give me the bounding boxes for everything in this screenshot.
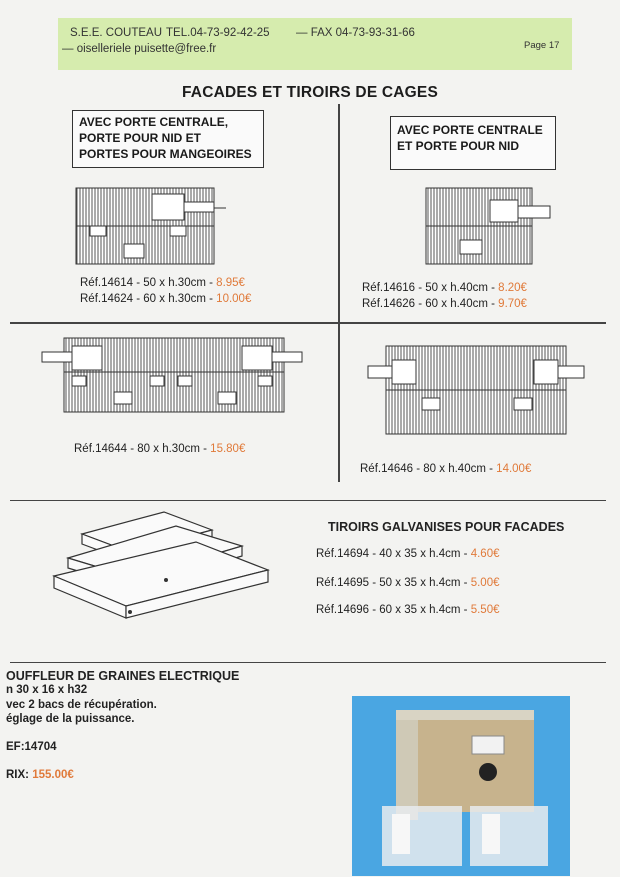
ref-14616: Réf.14616 - 50 x h.40cm - [362,282,495,294]
cage-front-14644-illustration [38,332,308,416]
page-number: Page 17 [524,40,560,51]
ref-14614: Réf.14614 - 50 x h.30cm - [80,277,213,289]
ref-14646: Réf.14646 - 80 x h.40cm - [360,463,493,475]
galvanized-drawers-illustration [46,506,276,646]
blower-ref: EF:14704 [6,741,57,753]
ref-14626: Réf.14626 - 60 x h.40cm - [362,298,495,310]
label-box-top-left [72,110,264,168]
ref-14695: Réf.14695 - 50 x 35 x h.4cm - [316,577,468,589]
label-line: AVEC PORTE CENTRALE [397,123,543,137]
label-box-top-right [390,116,556,170]
cage-front-14646-illustration [364,330,590,438]
price-14646: 14.00€ [496,463,532,475]
ref-14694: Réf.14694 - 40 x 35 x h.4cm - [316,548,468,560]
price-14626: 9.70€ [498,298,527,310]
label-line: AVEC PORTE CENTRALE, [79,115,229,129]
cage-front-14616-illustration [418,182,556,268]
label-line: PORTES POUR MANGEOIRES [79,147,252,161]
label-line: PORTE POUR NID ET [79,131,202,145]
phone-number: TEL.04-73-92-42-25 [166,27,270,39]
horizontal-divider-3 [10,662,606,663]
horizontal-divider-1 [10,322,606,324]
blower-dimensions: n 30 x 16 x h32 [6,684,88,696]
vertical-divider [338,104,340,482]
horizontal-divider-2 [10,500,606,501]
price-14695: 5.00€ [470,577,500,589]
fax-number: — FAX 04-73-93-31-66 [296,27,415,39]
price-14624: 10.00€ [216,293,252,305]
company-name: S.E.E. COUTEAU [70,27,163,39]
ref-14696: Réf.14696 - 60 x 35 x h.4cm - [316,604,468,616]
email-link[interactable]: — oiselleriele puisette@free.fr [62,43,217,55]
drawers-title: TIROIRS GALVANISES POUR FACADES [328,520,565,534]
blower-power: églage de la puissance. [6,713,135,725]
blower-trays: vec 2 bacs de récupération. [6,699,157,711]
label-line: ET PORTE POUR NID [397,139,520,153]
blower-price-label: RIX: [6,769,29,781]
page-title: FACADES ET TIROIRS DE CAGES [181,84,438,101]
price-14616: 8.20€ [498,282,527,294]
price-14694: 4.60€ [470,548,500,560]
cage-front-14614-illustration [70,182,230,268]
ref-14644: Réf.14644 - 80 x h.30cm - [74,443,207,455]
blower-title: OUFFLEUR DE GRAINES ELECTRIQUE [6,669,240,683]
seed-blower-photo [352,696,570,876]
price-14696: 5.50€ [470,604,500,616]
ref-14624: Réf.14624 - 60 x h.30cm - [80,293,213,305]
price-14614: 8.95€ [216,277,245,289]
blower-price: 155.00€ [32,769,74,781]
price-14644: 15.80€ [210,443,246,455]
